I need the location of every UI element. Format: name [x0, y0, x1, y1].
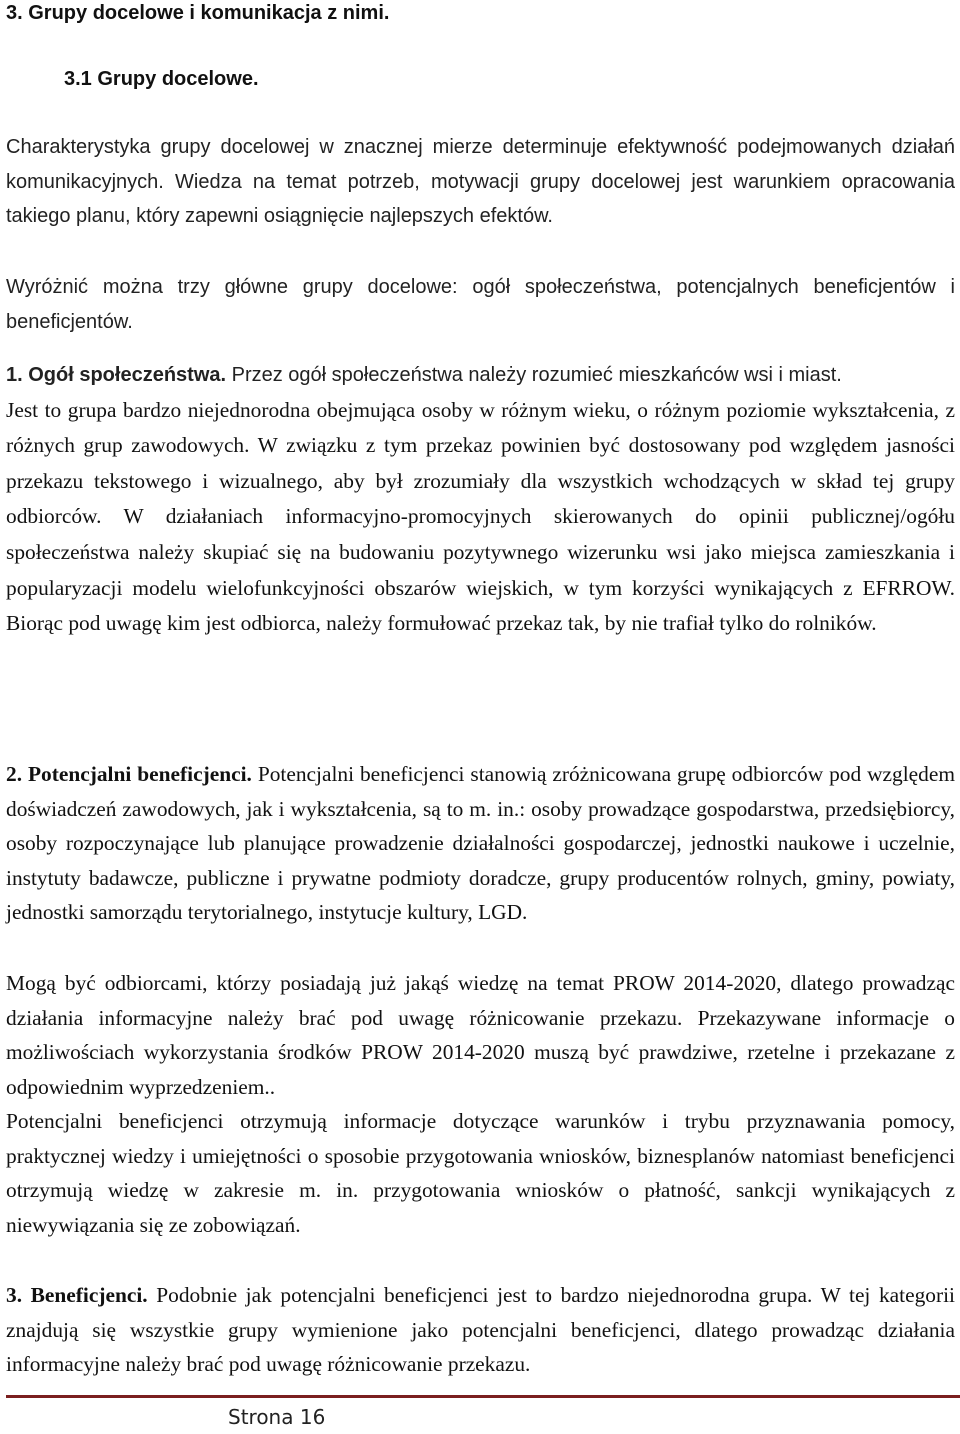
group-1-lead: Przez ogół społeczeństwa należy rozumieć mieszkańców wsi i miast. — [231, 364, 842, 386]
group-2-body: Potencjalni beneficjenci stanowią zróżnicowana grupę odbiorców pod względem doświadczeń zawodowych, jak i wykształcenia, są to m. in.: osoby prowadzące gospodarstwa, przedsiębiorcy, osoby rozpoczynające lub planujące prowadzenie działalności gospodarczej, jednostki naukowe i uczelnie, instytuty badawcze, publiczne i prywatne podmioty doradcze, grupy producentów rolnych, gminy, powiaty, jednostki samorządu terytorialnego, instytucje kultury, LGD. — [6, 762, 955, 925]
group-2-paragraph — [6, 757, 955, 930]
group-3-paragraph — [6, 1278, 955, 1382]
intro-paragraph: Charakterystyka grupy docelowej w znacznej mierze determinuje efektywność podejmowanych działań komunikacyjnych. Wiedza na temat potrzeb, motywacji grupy docelowej jest warunkiem opracowania takiego planu, który zapewni osiągnięcie najlepszych efektów. — [6, 136, 955, 228]
groups-summary-paragraph: Wyróżnić można trzy główne grupy docelowe: ogół społeczeństwa, potencjalnych beneficjentów i beneficjentów. — [6, 276, 955, 333]
group-1-paragraph — [6, 358, 955, 642]
group-2-paragraph-2: Mogą być odbiorcami, którzy posiadają już jakąś wiedzę na temat PROW 2014-2020, dlatego prowadząc działania informacyjne należy brać pod uwagę różnicowanie przekazu. Przekazywane informacje o możliwościach wykorzystania środków PROW 2014-2020 muszą być prawdziwe, rzetelne i przekazane z odpowiednim wyprzedzeniem.. — [6, 971, 955, 1099]
group-2-paragraph-3: Potencjalni beneficjenci otrzymują informacje dotyczące warunków i trybu przyznawania pomocy, praktycznej wiedzy i umiejętności o sposobie przygotowania wniosków, biznesplanów natomiast beneficjenci otrzymują wiedzę w zakresie m. in. przygotowania wniosków o płatność, sankcji wynikających z niewywiązania się ze zobowiązań. — [6, 1109, 955, 1237]
group-1-body: Jest to grupa bardzo niejednorodna obejmująca osoby w różnym wieku, o różnym poziomie wykształcenia, z różnych grup zawodowych. W związku z tym przekaz powinien być dostosowany pod względem jasności przekazu tekstowego i wizualnego, aby był zrozumiały dla wszystkich wchodzących w skład tej grupy odbiorców. W działaniach informacyjno-promocyjnych skierowanych do opinii publicznej/ogółu społeczeństwa należy skupiać się na budowaniu pozytywnego wizerunku wsi jako miejsca zamieszkania i popularyzacji modelu wielofunkcyjności obszarów wiejskich, w tym korzyści wynikających z EFRROW. Biorąc pod uwagę kim jest odbiorca, należy formułować przekaz tak, by nie trafiał tylko do rolników. — [6, 397, 955, 636]
group-3-heading: 3. Beneficjenci. — [6, 1283, 148, 1307]
section-title: 3. Grupy docelowe i komunikacja z nimi. — [6, 2, 390, 24]
group-1-heading: 1. Ogół społeczeństwa. — [6, 364, 227, 386]
group-2-heading: 2. Potencjalni beneficjenci. — [6, 762, 252, 786]
subsection-title: 3.1 Grupy docelowe. — [64, 68, 259, 90]
page-number: Strona 16 — [228, 1405, 326, 1429]
group-3-body: Podobnie jak potencjalni beneficjenci jest to bardzo niejednorodna grupa. W tej kategorii znajdują się wszystkie grupy wymienione jako potencjalni beneficjenci, dlatego prowadząc działania informacyjne należy brać pod uwagę różnicowanie przekazu. — [6, 1283, 955, 1377]
footer-divider — [6, 1395, 960, 1398]
